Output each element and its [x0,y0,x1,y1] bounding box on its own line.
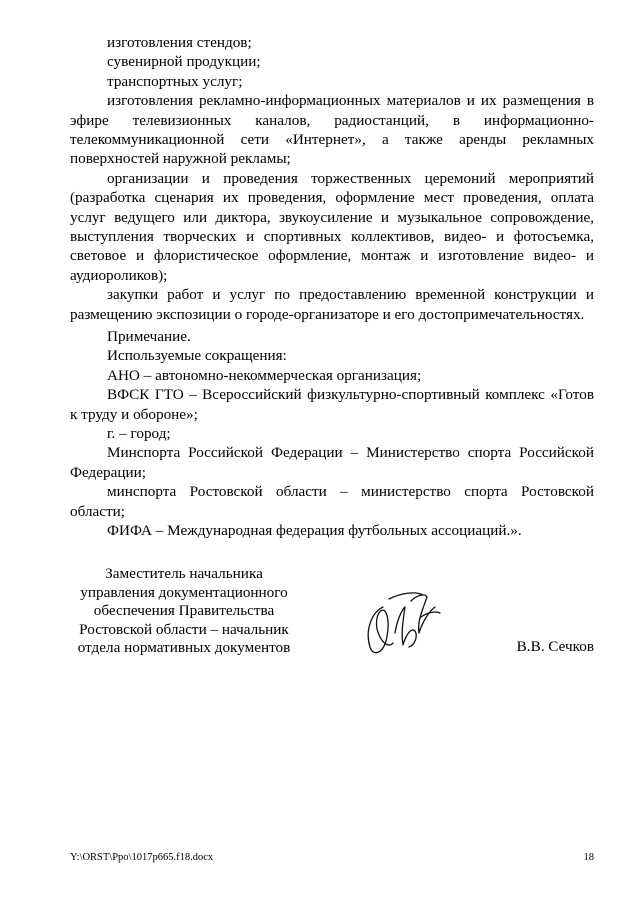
signature-block [70,565,594,665]
list-item: изготовления рекламно-информационных материалов и их размещения в эфире телевизионных каналов, радиостанций, в информационно-телекоммуникационной сети «Интернет», а также аренды рекламных поверхностей наружной рекламы; [70,92,594,168]
abbreviation-item: Минспорта Российской Федерации – Министерство спорта Российской Федерации; [70,444,594,481]
signatory-name: В.В. Сечков [516,638,594,655]
page-number: 18 [583,852,594,863]
notes-section [70,327,594,540]
abbreviation-item: ВФСК ГТО – Всероссийский физкультурно-спортивный комплекс «Готов к труду и обороне»; [70,386,594,423]
signatory-position: Заместитель начальника управления документационного обеспечения Правительства Ростовской области – начальник отдела нормативных документов [77,565,291,657]
abbreviation-item: г. – город; [107,425,171,443]
footer-file-path: Y:\ORST\Ppo\1017p665.f18.docx [70,852,214,863]
abbreviations-title: Используемые сокращения: [107,347,287,365]
abbreviation-item: минспорта Ростовской области – министерство спорта Ростовской области; [70,483,594,520]
abbreviation-item: АНО – автономно-некоммерческая организация; [107,366,422,384]
list-item: организации и проведения торжественных церемоний мероприятий (разработка сценария их проведения, оформление мест проведения, оплата услуг ведущего или диктора, звукоусиление и музыкальное сопровождение, выступления творческих и спортивных коллективов, видео- и фотосъемка, световое и флористическое оформление, монтаж и изготовление видео- и аудиороликов); [70,169,594,284]
list-item: транспортных услуг; [107,72,243,90]
abbreviation-item: ФИФА – Международная федерация футбольных ассоциаций.». [107,522,522,540]
list-item: сувенирной продукции; [107,53,261,71]
handwritten-signature [361,587,443,659]
list-item: закупки работ и услуг по предоставлению временной конструкции и размещению экспозиции о городе-организаторе и его достопримечательностях. [70,286,594,323]
list-item: изготовления стендов; [107,34,252,51]
note-title: Примечание. [107,328,191,345]
expense-items-list [70,33,594,324]
